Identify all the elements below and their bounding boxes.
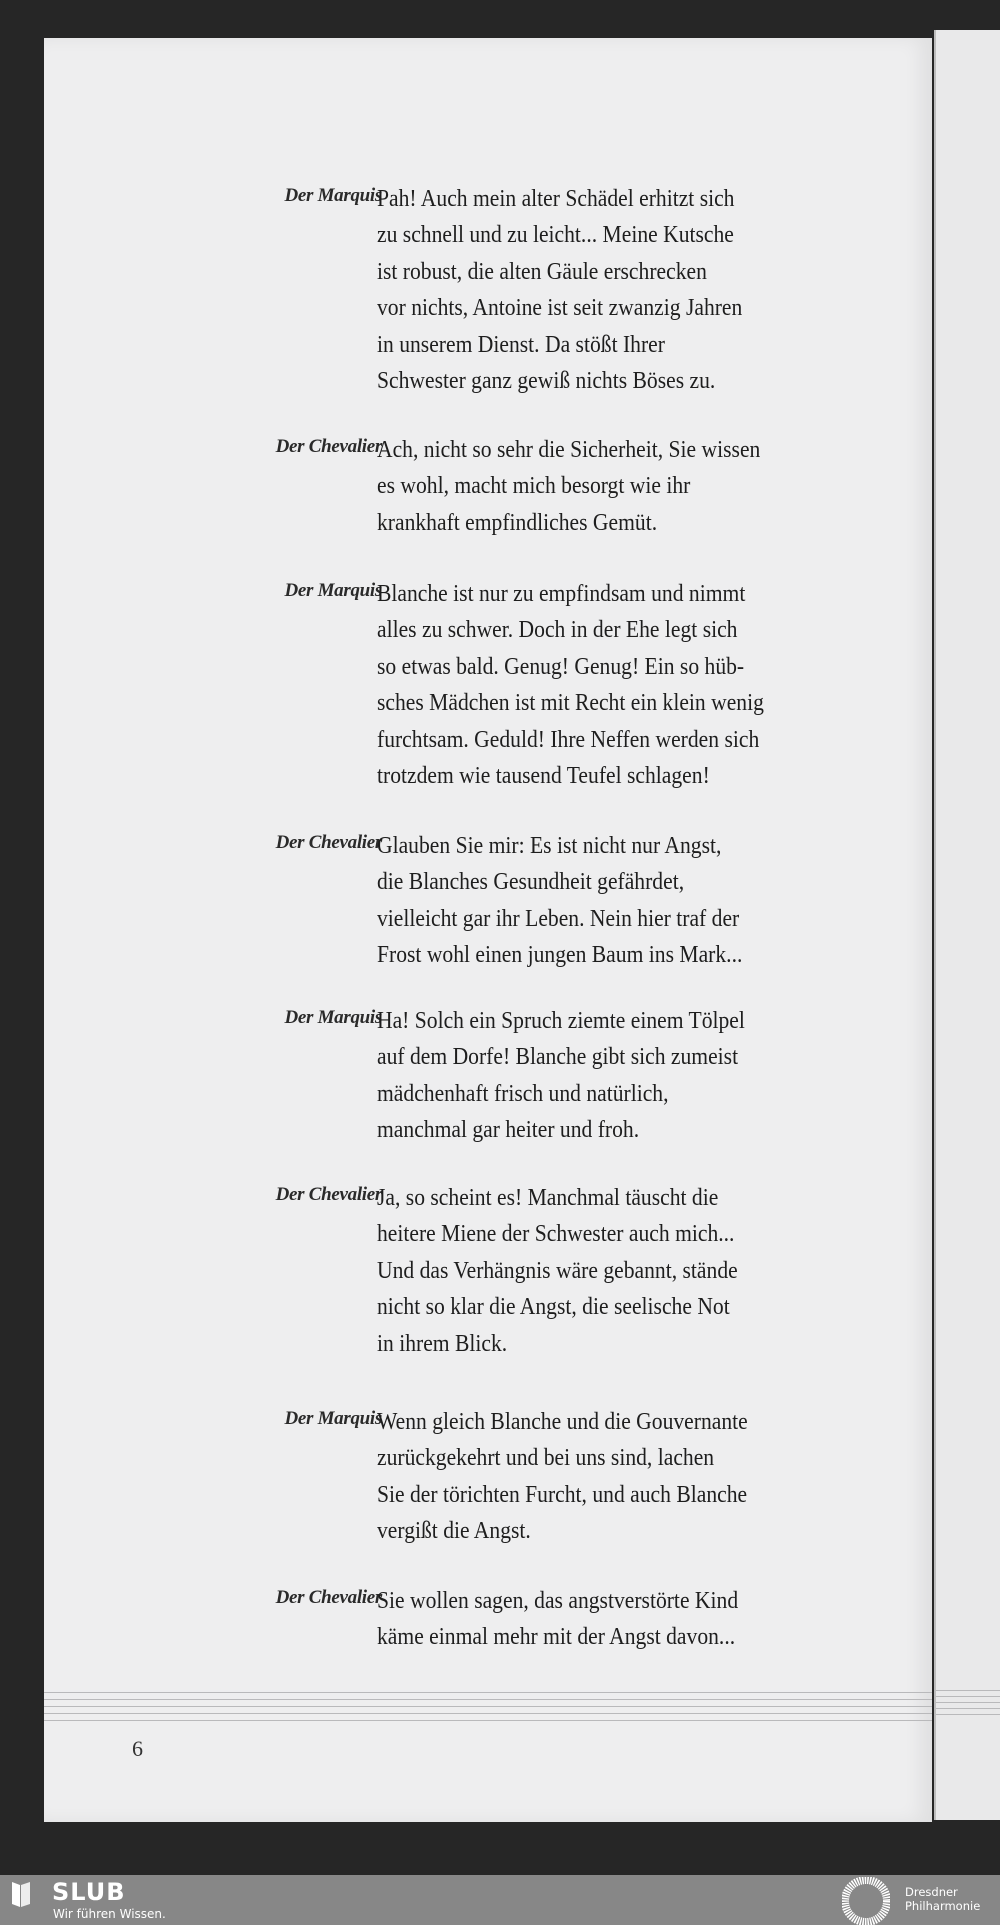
text-line: zurückgekehrt und bei uns sind, lachen	[377, 1445, 715, 1472]
dialogue-text	[377, 1180, 778, 1362]
text-line: in unserem Dienst. Da stößt Ihrer	[377, 331, 665, 358]
text-line: Ach, nicht so sehr die Sicherheit, Sie wissen	[377, 437, 761, 463]
speaker-name: Der Marquis	[284, 1007, 382, 1028]
slub-logo: SLUB	[52, 1878, 126, 1906]
text-line: in ihrem Blick.	[377, 1330, 508, 1357]
text-line: auf dem Dorfe! Blanche gibt sich zumeist	[377, 1044, 739, 1071]
dialogue-text	[377, 181, 783, 399]
dialogue-text	[377, 576, 807, 794]
staff-line	[44, 1706, 932, 1707]
text-line: Wenn gleich Blanche und die Gouvernante	[377, 1409, 748, 1435]
text-line: Schwester ganz gewiß nichts Böses zu.	[377, 368, 716, 395]
staff-line	[936, 1714, 1000, 1715]
text-line: trotzdem wie tausend Teufel schlagen!	[377, 763, 710, 790]
staff-line	[44, 1699, 932, 1700]
text-line: vor nichts, Antoine ist seit zwanzig Jahren	[377, 295, 743, 322]
text-line: Glauben Sie mir: Es ist nicht nur Angst,	[377, 833, 722, 859]
text-line: ist robust, die alten Gäule erschrecken	[377, 258, 707, 285]
speaker-name: Der Marquis	[284, 1408, 382, 1429]
staff-line	[44, 1720, 932, 1721]
speaker-name: Der Chevalier	[275, 832, 382, 853]
text-line: alles zu schwer. Doch in der Ehe legt sich	[377, 617, 738, 644]
text-line: zu schnell und zu leicht... Meine Kutsche	[377, 222, 734, 249]
text-line: krankhaft empfindliches Gemüt.	[377, 509, 658, 536]
text-line: nicht so klar die Angst, die seelische Not	[377, 1294, 730, 1321]
philharmonie-sun-icon	[842, 1877, 890, 1925]
text-line: Ja, so scheint es! Manchmal täuscht die	[377, 1185, 719, 1211]
text-line: Und das Verhängnis wäre gebannt, stände	[377, 1257, 738, 1284]
dialogue-text	[377, 1583, 778, 1656]
speaker-name: Der Chevalier	[275, 1184, 382, 1205]
text-line: manchmal gar heiter und froh.	[377, 1117, 640, 1144]
staff-line	[936, 1708, 1000, 1709]
text-line: Pah! Auch mein alter Schädel erhitzt sich	[377, 186, 735, 212]
text-line: heitere Miene der Schwester auch mich...	[377, 1221, 735, 1248]
text-line: vielleicht gar ihr Leben. Nein hier traf der	[377, 905, 740, 932]
dialogue-text	[377, 1404, 789, 1550]
text-line: Frost wohl einen jungen Baum ins Mark...	[377, 942, 743, 969]
speaker-name: Der Marquis	[284, 580, 382, 601]
next-page-edge	[934, 30, 1000, 1820]
partner-logo-text	[905, 1885, 980, 1913]
partner-line-1: Dresdner	[905, 1885, 958, 1899]
staff-line	[936, 1690, 1000, 1691]
dialogue-text	[377, 828, 783, 974]
text-line: Blanche ist nur zu empfindsam und nimmt	[377, 581, 746, 607]
dialogue-text	[377, 432, 803, 541]
text-line: Sie der törichten Furcht, und auch Blanche	[377, 1481, 748, 1508]
speaker-name: Der Marquis	[284, 185, 382, 206]
page-number: 6	[132, 1736, 143, 1761]
text-line: käme einmal mehr mit der Angst davon...	[377, 1624, 736, 1651]
text-line: Sie wollen sagen, das angstverstörte Kind	[377, 1588, 739, 1614]
text-line: die Blanches Gesundheit gefährdet,	[377, 869, 685, 896]
speaker-name: Der Chevalier	[275, 1587, 382, 1608]
text-line: es wohl, macht mich besorgt wie ihr	[377, 473, 691, 500]
text-line: so etwas bald. Genug! Genug! Ein so hüb-	[377, 653, 745, 680]
text-line: furchtsam. Geduld! Ihre Neffen werden sich	[377, 726, 760, 753]
footer-bar	[0, 1875, 1000, 1925]
dialogue-text	[377, 1003, 786, 1149]
text-line: Ha! Solch ein Spruch ziemte einem Tölpel	[377, 1008, 745, 1034]
staff-line	[44, 1713, 932, 1714]
staff-line	[936, 1702, 1000, 1703]
document-page	[44, 38, 932, 1822]
staff-line	[936, 1696, 1000, 1697]
text-line: mädchenhaft frisch und natürlich,	[377, 1080, 669, 1107]
slub-tagline: Wir führen Wissen.	[53, 1907, 166, 1921]
staff-line	[44, 1692, 932, 1693]
text-line: sches Mädchen ist mit Recht ein klein wenig	[377, 690, 764, 717]
text-line: vergißt die Angst.	[377, 1518, 531, 1545]
slub-book-icon	[8, 1879, 38, 1909]
speaker-name: Der Chevalier	[275, 436, 382, 457]
partner-line-2: Philharmonie	[905, 1899, 981, 1913]
